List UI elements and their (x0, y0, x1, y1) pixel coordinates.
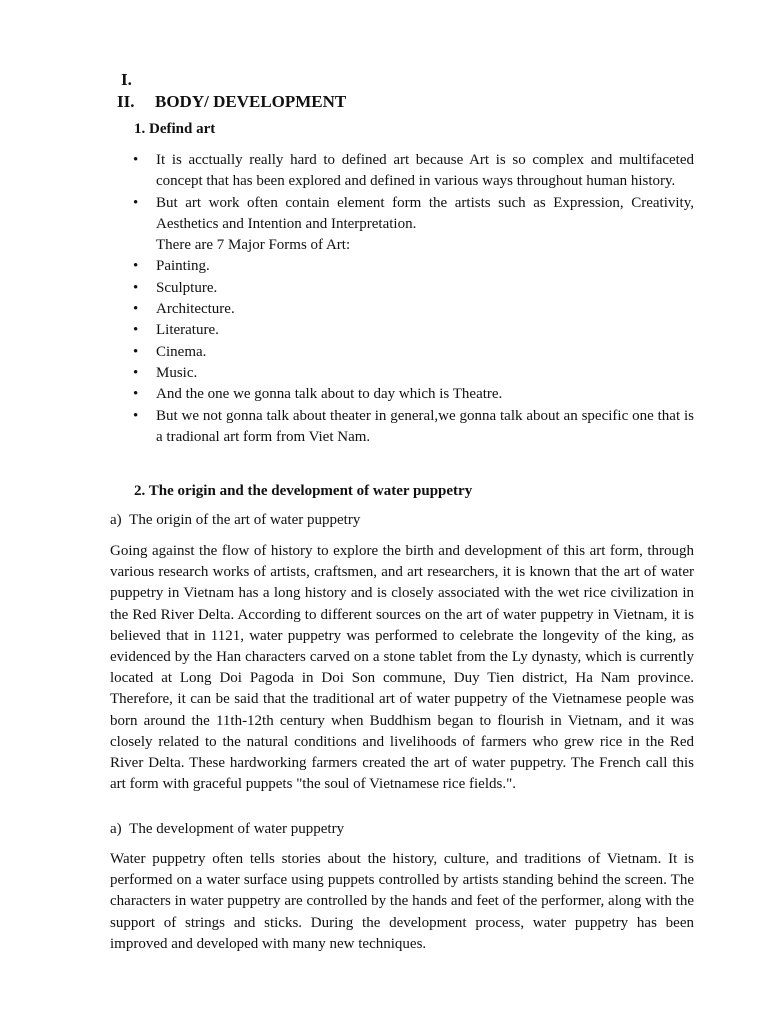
list-item (130, 406, 694, 449)
section-i-heading (121, 70, 132, 90)
heading-origin-development: 2. The origin and the development of water puppetry (134, 483, 473, 499)
section-i-numeral: I. (121, 70, 132, 89)
list-item (130, 363, 694, 384)
bullet-icon: • (133, 152, 139, 168)
paragraph-development: Water puppetry often tells stories about the history, culture, and traditions of Vietnam. It is performed on a water surface using puppets controlled by artists standing behind the screen. The characters in water puppetry are controlled by the hands and feet of the performer, along with the support of strings and sticks. During the development process, water puppetry has been improved and developed with many new techniques. (110, 851, 694, 952)
list-item (130, 256, 694, 277)
list-item-text: Literature. (156, 322, 219, 339)
bullet-icon: • (133, 343, 139, 360)
list-item-text: Sculpture. (156, 279, 218, 296)
paragraph-origin: Going against the flow of history to explore the birth and development of this art form, through various research works of artists, craftsmen, and art researchers, it is known that the art of water puppetry in Vietnam has a long history and is closely associated with the wet rice civilization in the Red River Delta. According to different sources on the art of water puppetry in Vietnam, it is believed that in 1121, water puppetry was performed to celebrate the longevity of the king, as evidenced by the Han characters carved on a stone tablet from the Ly dynasty, which is currently located at Long Doi Pagoda in Doi Son commune, Duy Tien district, Ha Nam province. Therefore, it can be said that the traditional art of water puppetry of the Vietnamese people was born around the 11th-12th century when Buddhism began to flourish in Vietnam, and it was closely related to the natural conditions and livelihoods of farmers who grew rice in the Red River Delta. These hardworking farmers created the art of water puppetry. The French call this art form with graceful puppets "the soul of Vietnamese rice fields.". (110, 543, 694, 793)
list-item-text: But art work often contain element form the artists such as Expression, Creativity, Aesthetics and Intention and Interpretation. (156, 194, 694, 232)
section-ii-heading (117, 92, 347, 112)
art-bullet-list (130, 150, 694, 448)
section-ii-title: BODY/ DEVELOPMENT (155, 92, 347, 111)
subheading-origin: a) The origin of the art of water puppetry (110, 512, 361, 528)
list-item (130, 342, 694, 363)
list-item-text: Painting. (156, 258, 210, 275)
list-item (130, 278, 694, 299)
list-item (130, 193, 694, 236)
section-ii-numeral: II. (117, 92, 135, 111)
forms-intro-text: There are 7 Major Forms of Art: (156, 237, 351, 254)
list-item-text: And the one we gonna talk about to day which is Theatre. (156, 386, 503, 403)
bullet-icon: • (133, 407, 139, 424)
bullet-icon: • (133, 194, 139, 211)
list-item-text: Cinema. (156, 343, 207, 360)
list-item-text: But we not gonna talk about theater in general,we gonna talk about an specific one that is a tradional art form from Viet Nam. (156, 407, 694, 445)
bullet-icon: • (133, 301, 139, 318)
list-item (130, 150, 694, 193)
forms-intro (130, 235, 694, 256)
list-item (130, 299, 694, 320)
bullet-icon: • (133, 279, 139, 296)
subheading-development: a) The development of water puppetry (110, 821, 345, 837)
list-item (130, 320, 694, 341)
bullet-icon: • (133, 258, 139, 275)
bullet-icon: • (133, 364, 139, 381)
heading-defind-art: 1. Defind art (134, 121, 216, 137)
list-item-text: Music. (156, 364, 198, 381)
list-item-text: Architecture. (156, 301, 235, 318)
bullet-icon: • (133, 386, 139, 403)
list-item-text: It is acctually really hard to defined art because Art is so complex and multifaceted concept that has been explored and defined in various ways throughout human history. (156, 152, 694, 190)
list-item (130, 384, 694, 405)
bullet-icon: • (133, 322, 139, 339)
